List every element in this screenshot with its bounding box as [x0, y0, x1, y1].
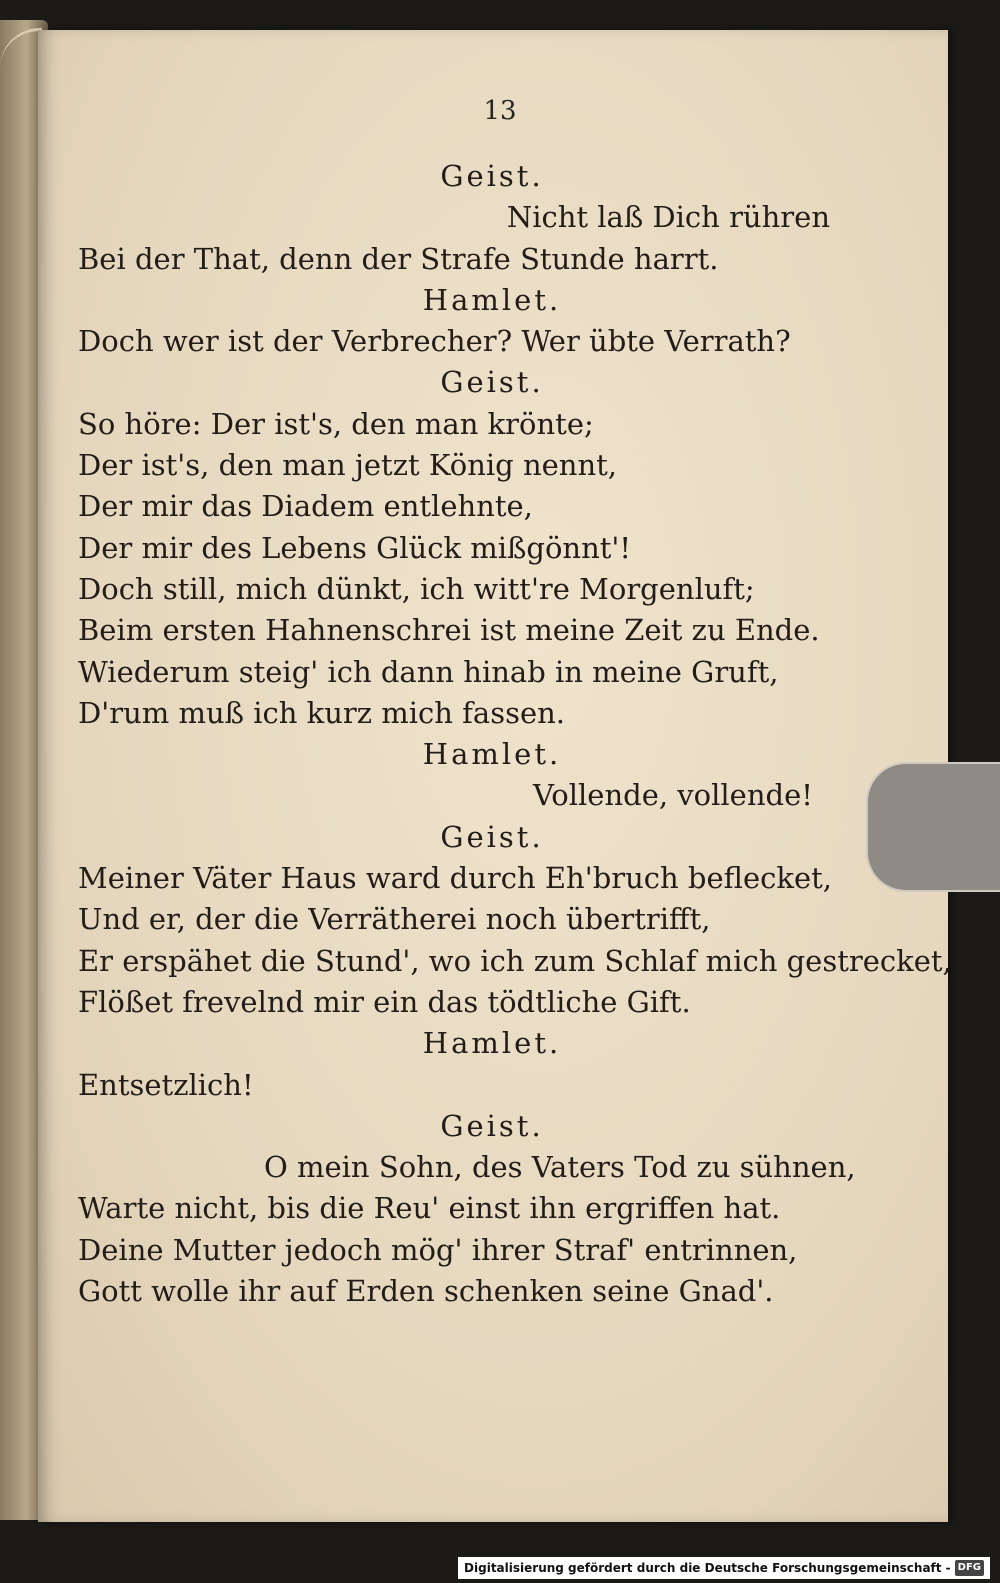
verse-line: Der mir des Lebens Glück mißgönnt'! — [78, 530, 632, 565]
verse-line: Wiederum steig' ich dann hinab in meine Gruft, — [78, 654, 779, 689]
verse-line: Deine Mutter jedoch mög' ihrer Straf' entrinnen, — [78, 1232, 798, 1267]
verse-line: Doch wer ist der Verbrecher? Wer übte Verrath? — [78, 324, 791, 359]
verse-line: Vollende, vollende! — [533, 778, 813, 813]
verse-line: Warte nicht, bis die Reu' einst ihn ergriffen hat. — [78, 1191, 781, 1226]
verse-line: O mein Sohn, des Vaters Tod zu sühnen, — [264, 1150, 856, 1185]
verse-line: Nicht laß Dich rühren — [506, 200, 830, 235]
poem-text — [78, 156, 952, 1312]
verse-line: Beim ersten Hahnenschrei ist meine Zeit zu Ende. — [78, 613, 820, 648]
verse-line: Meiner Väter Haus ward durch Eh'bruch beflecket, — [78, 861, 833, 896]
verse-line: So höre: Der ist's, den man krönte; — [78, 406, 594, 441]
verse-line: Er erspähet die Stund', wo ich zum Schlaf mich gestrecket, — [78, 943, 952, 978]
verse-line: Der ist's, den man jetzt König nennt, — [78, 448, 618, 483]
speaker-name: Hamlet. — [422, 737, 562, 772]
verse-line: Doch still, mich dünkt, ich witt're Morgenluft; — [78, 571, 755, 606]
verse-line: Und er, der die Verrätherei noch übertrifft, — [78, 902, 711, 937]
speaker-name: Geist. — [440, 365, 544, 400]
dfg-logo-icon: DFG — [955, 1560, 984, 1576]
speaker-name: Hamlet. — [422, 1026, 562, 1061]
speaker-name: Geist. — [440, 159, 544, 193]
verse-line: Entsetzlich! — [78, 1067, 254, 1102]
speaker-name: Geist. — [440, 819, 544, 854]
verse-line: Bei der That, denn der Strafe Stunde harrt. — [78, 241, 719, 276]
speaker-name: Hamlet. — [422, 282, 562, 317]
page-number: 13 — [483, 96, 517, 126]
verse-line: Der mir das Diadem entlehnte, — [78, 489, 533, 524]
bookmark-tab — [866, 762, 1000, 892]
digitization-credit — [458, 1557, 990, 1579]
verse-line: Gott wolle ihr auf Erden schenken seine Gnad'. — [78, 1274, 774, 1309]
credit-text: Digitalisierung gefördert durch die Deutsche Forschungsgemeinschaft - — [464, 1561, 951, 1575]
speaker-name: Geist. — [440, 1108, 544, 1143]
verse-line: Flößet frevelnd mir ein das tödtliche Gift. — [78, 984, 691, 1019]
verse-line: D'rum muß ich kurz mich fassen. — [78, 695, 566, 730]
